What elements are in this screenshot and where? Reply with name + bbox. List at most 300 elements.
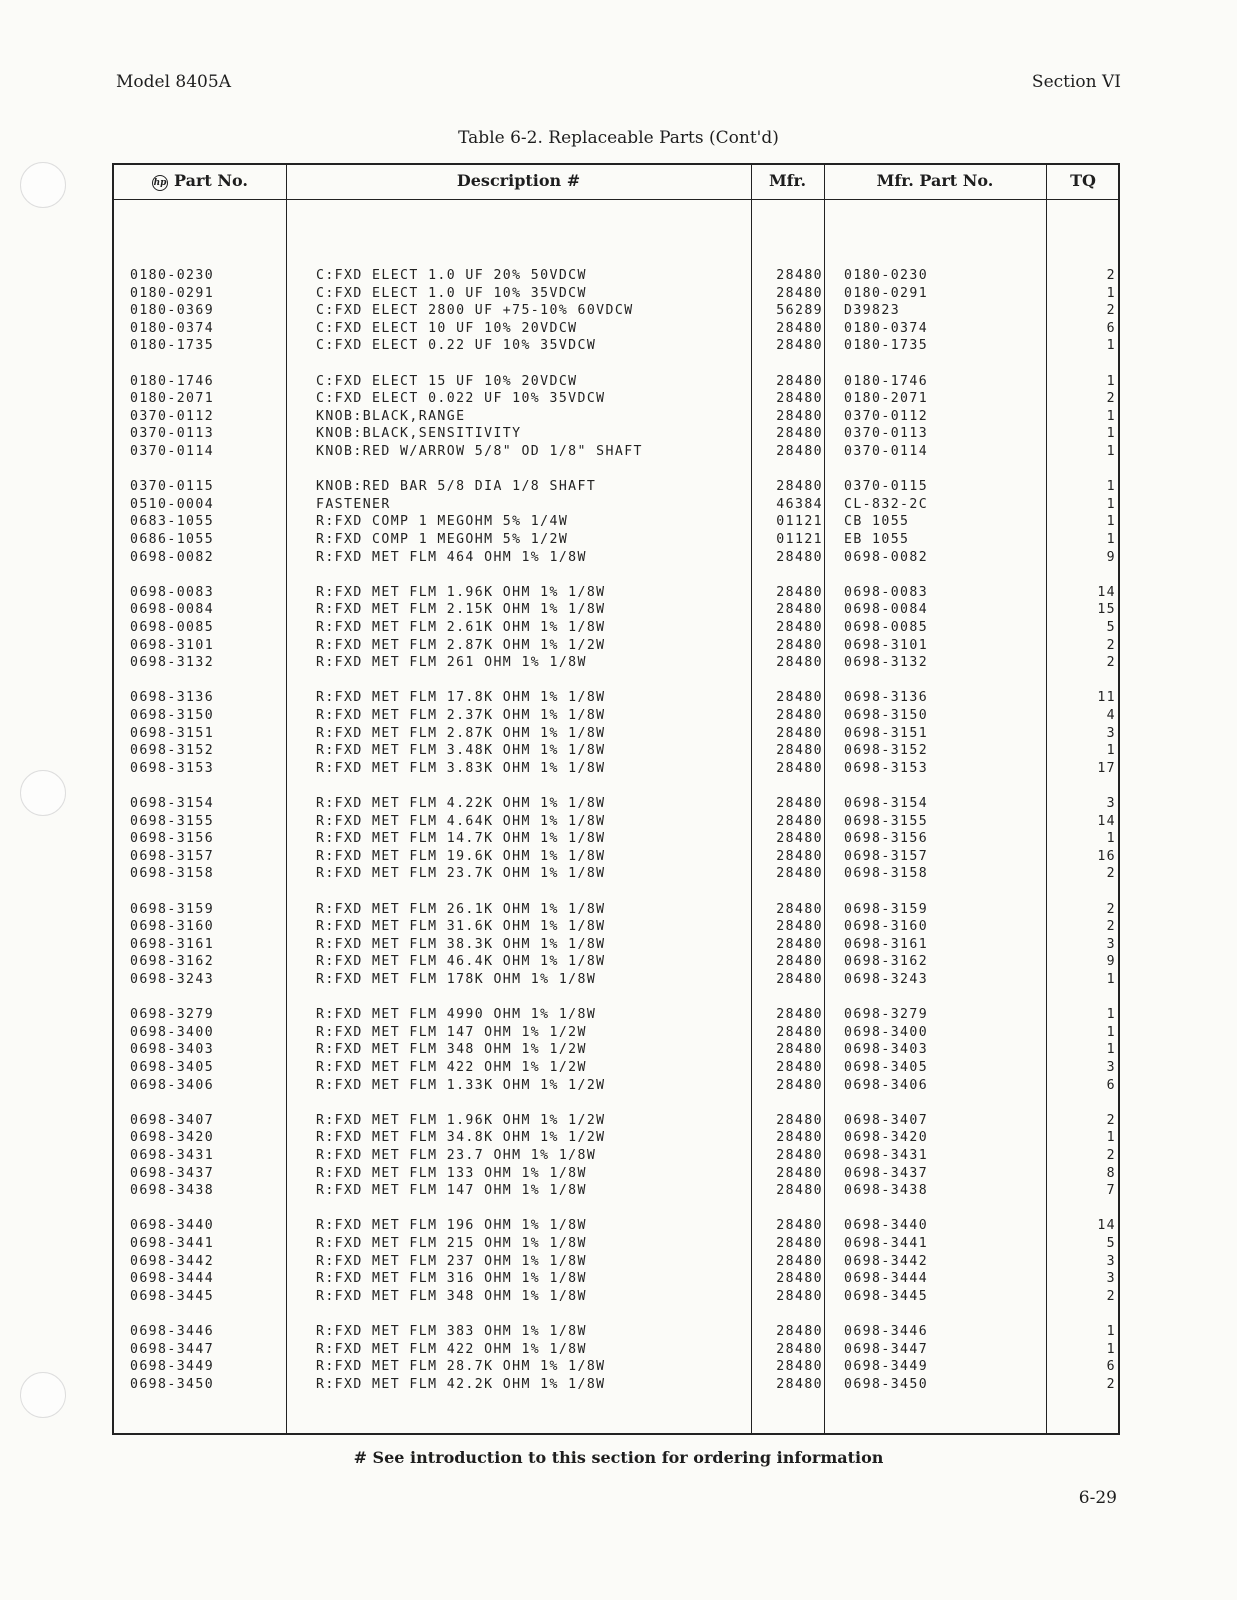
mfr-cell: 28480 (776, 831, 823, 847)
table-row (114, 1270, 1118, 1288)
part-no-cell: 0698-3405 (130, 1060, 215, 1075)
part-no-cell: 0698-3160 (130, 919, 215, 935)
mfr-part-no-cell: 0698-3420 (844, 1130, 929, 1146)
tq-cell: 14 (1097, 813, 1116, 829)
part-no-cell: 0180-1746 (130, 373, 215, 389)
mfr-cell: 28480 (776, 1024, 823, 1040)
part-no-cell: 0698-0085 (130, 620, 215, 635)
mfr-part-no-cell: 0698-3158 (844, 866, 929, 882)
description-cell: R:FXD MET FLM 261 OHM 1% 1/8W (316, 655, 587, 671)
tq-cell: 2 (1106, 901, 1116, 917)
mfr-part-no-cell: 0698-3449 (844, 1359, 929, 1375)
description-cell: R:FXD MET FLM 34.8K OHM 1% 1/2W (316, 1130, 606, 1146)
table-row (114, 637, 1118, 655)
part-no-cell: 0698-3438 (130, 1183, 215, 1199)
table-row (114, 601, 1118, 619)
table-row (114, 408, 1118, 426)
table-row (114, 1041, 1118, 1059)
part-no-cell: 0698-3136 (130, 690, 215, 706)
mfr-cell: 28480 (776, 285, 823, 301)
mfr-cell: 28480 (776, 1007, 823, 1023)
mfr-part-no-cell: 0698-3157 (844, 848, 929, 864)
mfr-part-no-cell: 0698-3400 (844, 1024, 929, 1040)
mfr-part-no-cell: 0180-0230 (844, 268, 929, 283)
tq-cell: 1 (1106, 831, 1116, 847)
mfr-part-no-cell: 0698-3101 (844, 637, 929, 653)
part-no-cell: 0180-0230 (130, 268, 215, 283)
part-no-cell: 0698-3447 (130, 1341, 215, 1357)
mfr-cell: 28480 (776, 1359, 823, 1375)
part-no-cell: 0510-0004 (130, 496, 215, 512)
part-no-cell: 0698-3159 (130, 901, 215, 917)
part-no-cell: 0698-3243 (130, 972, 215, 987)
mfr-cell: 28480 (776, 1236, 823, 1251)
mfr-part-no-cell: 0698-3160 (844, 919, 929, 935)
header-mfr: Mfr. (768, 171, 807, 190)
tq-cell: 2 (1106, 655, 1116, 671)
part-no-cell: 0698-3444 (130, 1271, 215, 1287)
description-cell: R:FXD COMP 1 MEGOHM 5% 1/2W (316, 532, 569, 547)
description-cell: R:FXD MET FLM 23.7K OHM 1% 1/8W (316, 866, 606, 882)
mfr-part-no-cell: 0698-3159 (844, 901, 929, 917)
table-row (114, 1165, 1118, 1183)
tq-cell: 17 (1097, 760, 1116, 776)
description-cell: R:FXD MET FLM 4.64K OHM 1% 1/8W (316, 813, 606, 829)
table-row (114, 725, 1118, 743)
mfr-part-no-cell: 0698-3406 (844, 1077, 929, 1093)
mfr-cell: 28480 (776, 848, 823, 864)
table-row (114, 267, 1118, 285)
table-row (114, 584, 1118, 602)
part-no-cell: 0698-3162 (130, 954, 215, 970)
tq-cell: 1 (1106, 743, 1116, 759)
mfr-cell: 28480 (776, 1060, 823, 1075)
tq-cell: 1 (1106, 426, 1116, 442)
table-row (114, 1341, 1118, 1359)
table-row (114, 707, 1118, 725)
mfr-part-no-cell: 0698-3153 (844, 760, 929, 776)
mfr-cell: 28480 (776, 954, 823, 970)
table-row (114, 513, 1118, 531)
part-no-cell: 0698-3406 (130, 1077, 215, 1093)
tq-cell: 1 (1106, 338, 1116, 354)
mfr-part-no-cell: 0180-1746 (844, 373, 929, 389)
table-row (114, 1376, 1118, 1394)
description-cell: R:FXD MET FLM 2.15K OHM 1% 1/8W (316, 602, 606, 618)
table-row (114, 936, 1118, 954)
tq-cell: 2 (1106, 866, 1116, 882)
part-no-cell: 0698-3449 (130, 1359, 215, 1375)
part-no-cell: 0698-3156 (130, 831, 215, 847)
description-cell: R:FXD MET FLM 215 OHM 1% 1/8W (316, 1236, 587, 1251)
mfr-cell: 28480 (776, 936, 823, 952)
table-row (114, 848, 1118, 866)
tq-cell: 6 (1106, 1359, 1116, 1375)
tq-cell: 3 (1106, 725, 1116, 741)
tq-cell: 2 (1106, 1288, 1116, 1304)
part-no-cell: 0698-3450 (130, 1376, 215, 1392)
part-no-cell: 0698-3431 (130, 1148, 215, 1163)
tq-cell: 9 (1106, 549, 1116, 565)
part-no-cell: 0686-1055 (130, 532, 215, 547)
description-cell: C:FXD ELECT 1.0 UF 20% 50VDCW (316, 268, 587, 283)
part-no-cell: 0180-0291 (130, 285, 215, 301)
table-row (114, 1077, 1118, 1095)
tq-cell: 3 (1106, 796, 1116, 811)
table-row (114, 302, 1118, 320)
table-row (114, 1024, 1118, 1042)
tq-cell: 6 (1106, 1077, 1116, 1093)
mfr-cell: 28480 (776, 1183, 823, 1199)
mfr-part-no-cell: 0698-3438 (844, 1183, 929, 1199)
table-row (114, 760, 1118, 778)
description-cell: KNOB:RED W/ARROW 5/8" OD 1/8" SHAFT (316, 444, 643, 459)
description-cell: R:FXD MET FLM 4990 OHM 1% 1/8W (316, 1007, 597, 1023)
mfr-cell: 28480 (776, 708, 823, 723)
mfr-cell: 28480 (776, 1112, 823, 1128)
mfr-part-no-cell: 0698-3136 (844, 690, 929, 706)
mfr-cell: 28480 (776, 919, 823, 935)
mfr-part-no-cell: 0698-3437 (844, 1165, 929, 1181)
tq-cell: 2 (1106, 303, 1116, 319)
description-cell: C:FXD ELECT 1.0 UF 10% 35VDCW (316, 285, 587, 301)
table-row (114, 1059, 1118, 1077)
part-no-cell: 0698-3442 (130, 1253, 215, 1269)
tq-cell: 2 (1106, 919, 1116, 935)
description-cell: R:FXD MET FLM 1.33K OHM 1% 1/2W (316, 1077, 606, 1093)
description-cell: R:FXD MET FLM 2.87K OHM 1% 1/8W (316, 725, 606, 741)
description-cell: R:FXD MET FLM 147 OHM 1% 1/2W (316, 1024, 587, 1040)
part-no-cell: 0698-3407 (130, 1112, 215, 1128)
mfr-cell: 28480 (776, 655, 823, 671)
mfr-cell: 28480 (776, 1288, 823, 1304)
table-row (114, 443, 1118, 461)
description-cell: R:FXD MET FLM 178K OHM 1% 1/8W (316, 972, 597, 987)
tq-cell: 16 (1097, 848, 1116, 864)
part-no-cell: 0698-3155 (130, 813, 215, 829)
table-row (114, 531, 1118, 549)
mfr-part-no-cell: 0698-0083 (844, 584, 929, 600)
mfr-cell: 28480 (776, 1148, 823, 1163)
mfr-cell: 28480 (776, 426, 823, 442)
mfr-cell: 28480 (776, 268, 823, 283)
table-row (114, 285, 1118, 303)
mfr-cell: 28480 (776, 1271, 823, 1287)
description-cell: KNOB:BLACK,RANGE (316, 408, 466, 424)
mfr-part-no-cell: 0698-3243 (844, 972, 929, 987)
mfr-cell: 28480 (776, 444, 823, 459)
header-mfr-part-no: Mfr. Part No. (876, 171, 994, 190)
table-row (114, 1253, 1118, 1271)
table-row (114, 337, 1118, 355)
tq-cell: 1 (1106, 496, 1116, 512)
tq-cell: 1 (1106, 285, 1116, 301)
mfr-cell: 28480 (776, 690, 823, 706)
mfr-part-no-cell: 0698-3450 (844, 1376, 929, 1392)
description-cell: R:FXD MET FLM 147 OHM 1% 1/8W (316, 1183, 587, 1199)
part-no-cell: 0698-3158 (130, 866, 215, 882)
description-cell: R:FXD MET FLM 19.6K OHM 1% 1/8W (316, 848, 606, 864)
mfr-cell: 28480 (776, 1218, 823, 1234)
mfr-part-no-cell: 0698-3162 (844, 954, 929, 970)
description-cell: R:FXD MET FLM 237 OHM 1% 1/8W (316, 1253, 587, 1269)
binder-hole (20, 162, 66, 208)
tq-cell: 1 (1106, 1324, 1116, 1339)
table-row (114, 1217, 1118, 1235)
mfr-part-no-cell: 0698-3152 (844, 743, 929, 759)
description-cell: R:FXD MET FLM 196 OHM 1% 1/8W (316, 1218, 587, 1234)
mfr-part-no-cell: 0698-3161 (844, 936, 929, 952)
description-cell: R:FXD MET FLM 26.1K OHM 1% 1/8W (316, 901, 606, 917)
tq-cell: 3 (1106, 1253, 1116, 1269)
table-row (114, 1323, 1118, 1341)
description-cell: R:FXD MET FLM 2.87K OHM 1% 1/2W (316, 637, 606, 653)
tq-cell: 4 (1106, 708, 1116, 723)
description-cell: R:FXD MET FLM 17.8K OHM 1% 1/8W (316, 690, 606, 706)
description-cell: R:FXD MET FLM 348 OHM 1% 1/8W (316, 1288, 587, 1304)
tq-cell: 2 (1106, 1112, 1116, 1128)
description-cell: R:FXD MET FLM 4.22K OHM 1% 1/8W (316, 796, 606, 811)
description-cell: KNOB:RED BAR 5/8 DIA 1/8 SHAFT (316, 479, 597, 495)
tq-cell: 1 (1106, 1130, 1116, 1146)
mfr-cell: 28480 (776, 972, 823, 987)
mfr-part-no-cell: 0698-3403 (844, 1042, 929, 1058)
mfr-cell: 28480 (776, 743, 823, 759)
description-cell: R:FXD MET FLM 1.96K OHM 1% 1/2W (316, 1112, 606, 1128)
table-row (114, 901, 1118, 919)
tq-cell: 7 (1106, 1183, 1116, 1199)
mfr-cell: 01121 (776, 514, 823, 530)
description-cell: FASTENER (316, 496, 391, 512)
mfr-cell: 46384 (776, 496, 823, 512)
part-no-cell: 0698-3440 (130, 1218, 215, 1234)
table-row (114, 1112, 1118, 1130)
tq-cell: 14 (1097, 1218, 1116, 1234)
header-divider (114, 199, 1118, 200)
description-cell: C:FXD ELECT 0.22 UF 10% 35VDCW (316, 338, 597, 354)
mfr-cell: 28480 (776, 760, 823, 776)
table-row (114, 619, 1118, 637)
part-no-cell: 0698-3437 (130, 1165, 215, 1181)
mfr-part-no-cell: 0698-3440 (844, 1218, 929, 1234)
binder-hole (20, 1372, 66, 1418)
table-row (114, 390, 1118, 408)
mfr-part-no-cell: 0698-3445 (844, 1288, 929, 1304)
table-row (114, 1182, 1118, 1200)
tq-cell: 1 (1106, 514, 1116, 530)
description-cell: R:FXD MET FLM 422 OHM 1% 1/8W (316, 1341, 587, 1357)
mfr-part-no-cell: 0698-3444 (844, 1271, 929, 1287)
tq-cell: 1 (1106, 532, 1116, 547)
mfr-part-no-cell: 0698-3431 (844, 1148, 929, 1163)
description-cell: R:FXD MET FLM 383 OHM 1% 1/8W (316, 1324, 587, 1339)
tq-cell: 8 (1106, 1165, 1116, 1181)
mfr-part-no-cell: 0698-3442 (844, 1253, 929, 1269)
header-tq: TQ (1070, 171, 1096, 190)
footnote: # See introduction to this section for ordering information (353, 1448, 884, 1467)
mfr-cell: 28480 (776, 637, 823, 653)
description-cell: R:FXD MET FLM 42.2K OHM 1% 1/8W (316, 1376, 606, 1392)
table-row (114, 953, 1118, 971)
mfr-part-no-cell: 0370-0114 (844, 444, 929, 459)
hp-logo-icon: hp (152, 175, 168, 191)
description-cell: R:FXD MET FLM 3.83K OHM 1% 1/8W (316, 760, 606, 776)
mfr-cell: 28480 (776, 1376, 823, 1392)
mfr-part-no-cell: 0698-3150 (844, 708, 929, 723)
table-row (114, 320, 1118, 338)
tq-cell: 2 (1106, 637, 1116, 653)
part-no-cell: 0698-0083 (130, 584, 215, 600)
mfr-cell: 28480 (776, 602, 823, 618)
table-row (114, 689, 1118, 707)
part-no-cell: 0698-3154 (130, 796, 215, 811)
mfr-part-no-cell: 0180-0291 (844, 285, 929, 301)
description-cell: R:FXD MET FLM 2.61K OHM 1% 1/8W (316, 620, 606, 635)
mfr-part-no-cell: 0698-3447 (844, 1341, 929, 1357)
tq-cell: 2 (1106, 268, 1116, 283)
mfr-cell: 28480 (776, 408, 823, 424)
mfr-part-no-cell: 0698-3407 (844, 1112, 929, 1128)
tq-cell: 1 (1106, 408, 1116, 424)
mfr-cell: 28480 (776, 320, 823, 336)
table-row (114, 1235, 1118, 1253)
tq-cell: 1 (1106, 1341, 1116, 1357)
part-no-cell: 0370-0114 (130, 444, 215, 459)
mfr-cell: 01121 (776, 532, 823, 547)
description-cell: R:FXD MET FLM 31.6K OHM 1% 1/8W (316, 919, 606, 935)
part-no-cell: 0180-0369 (130, 303, 215, 319)
description-cell: R:FXD MET FLM 14.7K OHM 1% 1/8W (316, 831, 606, 847)
description-cell: R:FXD MET FLM 3.48K OHM 1% 1/8W (316, 743, 606, 759)
mfr-cell: 28480 (776, 1341, 823, 1357)
description-cell: R:FXD MET FLM 46.4K OHM 1% 1/8W (316, 954, 606, 970)
table-row (114, 654, 1118, 672)
part-no-cell: 0698-3446 (130, 1324, 215, 1339)
mfr-cell: 28480 (776, 813, 823, 829)
mfr-part-no-cell: CB 1055 (844, 514, 910, 530)
mfr-cell: 28480 (776, 479, 823, 495)
description-cell: R:FXD MET FLM 422 OHM 1% 1/2W (316, 1060, 587, 1075)
mfr-cell: 28480 (776, 866, 823, 882)
mfr-part-no-cell: 0698-3132 (844, 655, 929, 671)
table-row (114, 918, 1118, 936)
mfr-part-no-cell: 0370-0115 (844, 479, 929, 495)
mfr-part-no-cell: 0698-3441 (844, 1236, 929, 1251)
mfr-part-no-cell: 0698-3154 (844, 796, 929, 811)
part-no-cell: 0698-3101 (130, 637, 215, 653)
part-no-cell: 0180-0374 (130, 320, 215, 336)
table-row (114, 1129, 1118, 1147)
model-label: Model 8405A (116, 72, 231, 92)
mfr-part-no-cell: 0698-3155 (844, 813, 929, 829)
part-no-cell: 0698-3403 (130, 1042, 215, 1058)
table-row (114, 1006, 1118, 1024)
tq-cell: 1 (1106, 444, 1116, 459)
mfr-part-no-cell: CL-832-2C (844, 496, 929, 512)
tq-cell: 1 (1106, 479, 1116, 495)
mfr-cell: 28480 (776, 338, 823, 354)
part-no-cell: 0180-2071 (130, 391, 215, 407)
description-cell: R:FXD MET FLM 348 OHM 1% 1/2W (316, 1042, 587, 1058)
tq-cell: 14 (1097, 584, 1116, 600)
header-part-no: hp Part No. (153, 171, 248, 190)
description-cell: KNOB:BLACK,SENSITIVITY (316, 426, 522, 442)
mfr-part-no-cell: 0698-0084 (844, 602, 929, 618)
description-cell: C:FXD ELECT 2800 UF +75-10% 60VDCW (316, 303, 634, 319)
tq-cell: 9 (1106, 954, 1116, 970)
description-cell: R:FXD MET FLM 316 OHM 1% 1/8W (316, 1271, 587, 1287)
description-cell: R:FXD MET FLM 1.96K OHM 1% 1/8W (316, 584, 606, 600)
mfr-part-no-cell: D39823 (844, 303, 901, 319)
mfr-cell: 28480 (776, 1324, 823, 1339)
part-no-cell: 0698-3400 (130, 1024, 215, 1040)
table-row (114, 549, 1118, 567)
mfr-part-no-cell: 0180-2071 (844, 391, 929, 407)
table-caption: Table 6-2. Replaceable Parts (Cont'd) (458, 128, 779, 148)
description-cell: C:FXD ELECT 0.022 UF 10% 35VDCW (316, 391, 606, 407)
tq-cell: 1 (1106, 972, 1116, 987)
mfr-part-no-cell: 0698-0085 (844, 620, 929, 635)
mfr-cell: 28480 (776, 1130, 823, 1146)
page-number: 6-29 (1078, 1488, 1117, 1508)
mfr-cell: 28480 (776, 796, 823, 811)
mfr-part-no-cell: 0698-3405 (844, 1060, 929, 1075)
tq-cell: 11 (1097, 690, 1116, 706)
mfr-cell: 28480 (776, 1077, 823, 1093)
mfr-cell: 28480 (776, 620, 823, 635)
tq-cell: 2 (1106, 391, 1116, 407)
tq-cell: 1 (1106, 1042, 1116, 1058)
description-cell: R:FXD MET FLM 2.37K OHM 1% 1/8W (316, 708, 606, 723)
part-no-cell: 0698-3153 (130, 760, 215, 776)
tq-cell: 2 (1106, 1376, 1116, 1392)
mfr-cell: 56289 (776, 303, 823, 319)
tq-cell: 3 (1106, 1271, 1116, 1287)
mfr-cell: 28480 (776, 1253, 823, 1269)
mfr-part-no-cell: 0698-0082 (844, 549, 929, 565)
part-no-cell: 0698-3152 (130, 743, 215, 759)
part-no-cell: 0698-3441 (130, 1236, 215, 1251)
part-no-cell: 0370-0115 (130, 479, 215, 495)
tq-cell: 1 (1106, 373, 1116, 389)
table-row (114, 1358, 1118, 1376)
table-row (114, 830, 1118, 848)
table-row (114, 478, 1118, 496)
tq-cell: 15 (1097, 602, 1116, 618)
description-cell: C:FXD ELECT 10 UF 10% 20VDCW (316, 320, 578, 336)
tq-cell: 5 (1106, 1236, 1116, 1251)
part-no-cell: 0683-1055 (130, 514, 215, 530)
tq-cell: 1 (1106, 1024, 1116, 1040)
mfr-cell: 28480 (776, 725, 823, 741)
part-no-cell: 0698-0082 (130, 549, 215, 565)
table-row (114, 795, 1118, 813)
tq-cell: 5 (1106, 620, 1116, 635)
table-row (114, 1147, 1118, 1165)
part-no-cell: 0698-0084 (130, 602, 215, 618)
description-cell: C:FXD ELECT 15 UF 10% 20VDCW (316, 373, 578, 389)
part-no-cell: 0370-0112 (130, 408, 215, 424)
table-row (114, 373, 1118, 391)
tq-cell: 1 (1106, 1007, 1116, 1023)
table-row (114, 865, 1118, 883)
table-row (114, 425, 1118, 443)
parts-table (112, 163, 1120, 1435)
description-cell: R:FXD COMP 1 MEGOHM 5% 1/4W (316, 514, 569, 530)
part-no-cell: 0698-3132 (130, 655, 215, 671)
description-cell: R:FXD MET FLM 23.7 OHM 1% 1/8W (316, 1148, 597, 1163)
mfr-part-no-cell: 0370-0112 (844, 408, 929, 424)
